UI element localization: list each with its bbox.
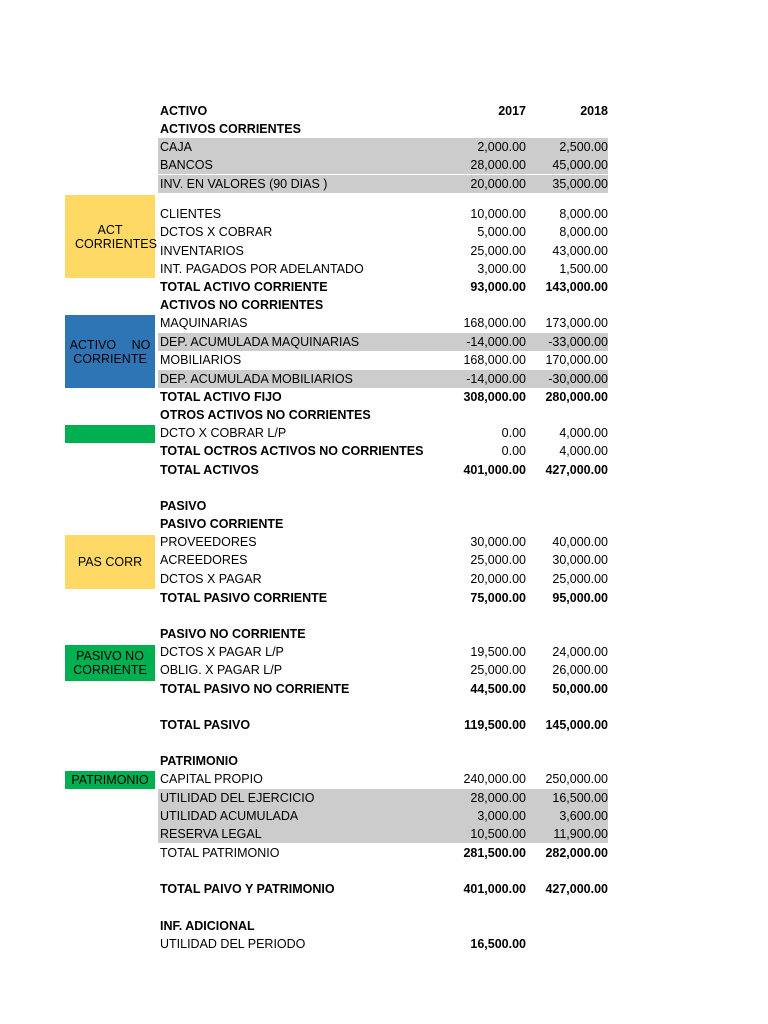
row-value-2018: -30,000.00: [548, 372, 608, 386]
row-label: INVENTARIOS: [160, 244, 244, 258]
row-label: UTILIDAD ACUMULADA: [160, 809, 299, 823]
row-label: DEP. ACUMULADA MOBILIARIOS: [160, 372, 353, 386]
row-value-2017: 2,000.00: [477, 140, 526, 154]
row-label: OTROS ACTIVOS NO CORRIENTES: [160, 408, 371, 422]
table-row: [158, 551, 608, 569]
row-label: TOTAL ACTIVO CORRIENTE: [160, 280, 328, 294]
row-label: TOTAL PASIVO NO CORRIENTE: [160, 682, 350, 696]
row-label: MAQUINARIAS: [160, 316, 248, 330]
header-year-1: 2017: [498, 104, 526, 118]
row-label: TOTAL PASIVO CORRIENTE: [160, 591, 328, 605]
row-value-2017: 75,000.00: [470, 591, 526, 605]
row-value-2017: 5,000.00: [477, 225, 526, 239]
row-value-2018: 40,000.00: [552, 535, 608, 549]
row-value-2017: 401,000.00: [463, 882, 526, 896]
row-value-2018: 280,000.00: [545, 390, 608, 404]
row-value-2018: 26,000.00: [552, 663, 608, 677]
row-value-2018: 8,000.00: [559, 225, 608, 239]
row-value-2018: 173,000.00: [545, 316, 608, 330]
table-row: [158, 314, 608, 332]
row-value-2018: 8,000.00: [559, 207, 608, 221]
row-value-2017: 30,000.00: [470, 535, 526, 549]
row-value-2018: 30,000.00: [552, 553, 608, 567]
row-label: PASIVO NO CORRIENTE: [160, 627, 306, 641]
row-label: DCTOS X PAGAR L/P: [160, 645, 284, 659]
table-row: [158, 789, 608, 807]
row-value-2017: 16,500.00: [470, 937, 526, 951]
row-value-2017: 10,000.00: [470, 207, 526, 221]
row-label: INT. PAGADOS POR ADELANTADO: [160, 262, 364, 276]
table-row: [158, 880, 608, 898]
row-value-2017: 93,000.00: [470, 280, 526, 294]
table-row: [158, 370, 608, 388]
row-value-2017: 44,500.00: [470, 682, 526, 696]
row-label: DCTOS X PAGAR: [160, 572, 262, 586]
table-row: [158, 497, 608, 515]
row-value-2018: 45,000.00: [552, 158, 608, 172]
row-value-2017: 19,500.00: [470, 645, 526, 659]
row-label: UTILIDAD DEL PERIODO: [160, 937, 306, 951]
table-row: [158, 917, 608, 935]
row-value-2017: 10,500.00: [470, 827, 526, 841]
row-label: OBLIG. X PAGAR L/P: [160, 663, 283, 677]
row-value-2018: 1,500.00: [559, 262, 608, 276]
row-label: ACTIVOS NO CORRIENTES: [160, 298, 324, 312]
row-label: CAPITAL PROPIO: [160, 772, 263, 786]
row-value-2018: 145,000.00: [545, 718, 608, 732]
row-value-2018: 2,500.00: [559, 140, 608, 154]
row-label: DEP. ACUMULADA MAQUINARIAS: [160, 335, 360, 349]
tag-activo-no-corriente: [65, 315, 155, 388]
row-value-2018: 11,900.00: [553, 827, 608, 841]
row-value-2018: 170,000.00: [545, 353, 608, 367]
tag-pasivo-no-corriente: [65, 645, 155, 681]
row-label: ACREEDORES: [160, 553, 248, 567]
table-row: [158, 716, 608, 734]
table-row: [158, 680, 608, 698]
table-row: [158, 406, 608, 424]
row-value-2017: 168,000.00: [463, 353, 526, 367]
row-label: PASIVO: [160, 499, 207, 513]
table-row: [158, 260, 608, 278]
table-row: [158, 424, 608, 442]
row-label: CAJA: [160, 140, 192, 154]
row-label: TOTAL ACTIVOS: [160, 463, 259, 477]
row-label: ACTIVOS CORRIENTES: [160, 122, 301, 136]
row-label: PROVEEDORES: [160, 535, 257, 549]
header-row: [158, 102, 608, 120]
row-value-2018: 35,000.00: [552, 177, 608, 191]
table-row: [158, 156, 608, 174]
table-row: [158, 770, 608, 788]
table-row: [158, 351, 608, 369]
table-row: [158, 661, 608, 679]
tag-patrimonio-label: PATRIMONIO: [71, 773, 149, 787]
tag-pasivo-no-corriente-label: PASIVO NO CORRIENTE: [73, 649, 147, 677]
row-label: CLIENTES: [160, 207, 222, 221]
row-value-2017: 281,500.00: [463, 846, 526, 860]
table-row: [158, 625, 608, 643]
row-value-2017: 25,000.00: [470, 553, 526, 567]
row-value-2017: 3,000.00: [477, 262, 526, 276]
row-value-2017: 28,000.00: [470, 158, 526, 172]
row-label: INV. EN VALORES (90 DIAS ): [160, 177, 328, 191]
row-label: TOTAL ACTIVO FIJO: [160, 390, 282, 404]
tag-pas-corr-label: PAS CORR: [77, 555, 143, 569]
row-label: TOTAL PAIVO Y PATRIMONIO: [160, 882, 335, 896]
row-value-2017: 240,000.00: [463, 772, 526, 786]
row-label: MOBILIARIOS: [160, 353, 242, 367]
tag-green-blank: [65, 425, 155, 443]
table-row: [158, 138, 608, 156]
row-label: DCTO X COBRAR L/P: [160, 426, 287, 440]
row-value-2018: 50,000.00: [552, 682, 608, 696]
row-value-2018: 4,000.00: [559, 444, 608, 458]
row-value-2018: 3,600.00: [559, 809, 608, 823]
row-value-2017: 0.00: [501, 426, 526, 440]
row-label: UTILIDAD DEL EJERCICIO: [160, 791, 315, 805]
table-row: [158, 242, 608, 260]
row-value-2017: 3,000.00: [477, 809, 526, 823]
row-value-2017: 119,500.00: [464, 718, 526, 732]
row-value-2017: -14,000.00: [466, 335, 526, 349]
tag-act-corrientes: [65, 195, 155, 278]
table-row: [158, 333, 608, 351]
row-value-2017: 28,000.00: [470, 791, 526, 805]
row-value-2017: 308,000.00: [463, 390, 526, 404]
row-value-2017: 168,000.00: [463, 316, 526, 330]
table-row: [158, 825, 608, 843]
row-value-2018: 143,000.00: [545, 280, 608, 294]
row-label: TOTAL PASIVO: [160, 718, 251, 732]
row-value-2018: 24,000.00: [552, 645, 608, 659]
row-value-2018: 4,000.00: [559, 426, 608, 440]
table-row: [158, 643, 608, 661]
row-value-2018: 43,000.00: [552, 244, 608, 258]
row-value-2018: 25,000.00: [552, 572, 608, 586]
table-row: [158, 844, 608, 862]
table-row: [158, 461, 608, 479]
table-row: [158, 175, 608, 193]
table-row: [158, 442, 608, 460]
row-label: INF. ADICIONAL: [160, 919, 255, 933]
tag-activo-no-corriente-label: ACTIVO NO CORRIENTE: [69, 337, 151, 366]
row-value-2018: 282,000.00: [545, 846, 608, 860]
row-value-2018: -33,000.00: [548, 335, 608, 349]
row-label: PATRIMONIO: [160, 754, 239, 768]
table-row: [158, 752, 608, 770]
row-value-2018: 427,000.00: [545, 882, 608, 896]
row-value-2018: 427,000.00: [545, 463, 608, 477]
header-year-2: 2018: [580, 104, 608, 118]
row-value-2017: 20,000.00: [470, 572, 526, 586]
row-value-2017: -14,000.00: [466, 372, 526, 386]
row-value-2018: 16,500.00: [552, 791, 608, 805]
row-label: RESERVA LEGAL: [160, 827, 262, 841]
tag-pas-corr: [65, 535, 155, 589]
row-label: DCTOS X COBRAR: [160, 225, 273, 239]
table-row: [158, 278, 608, 296]
table-row: [158, 388, 608, 406]
row-value-2018: 250,000.00: [545, 772, 608, 786]
row-value-2017: 20,000.00: [470, 177, 526, 191]
row-value-2017: 25,000.00: [470, 663, 526, 677]
row-value-2018: 95,000.00: [552, 591, 608, 605]
header-title: ACTIVO: [160, 104, 208, 118]
table-row: [158, 589, 608, 607]
row-label: PASIVO CORRIENTE: [160, 517, 284, 531]
table-row: [158, 205, 608, 223]
tag-patrimonio: [65, 771, 155, 789]
table-row: [158, 515, 608, 533]
row-value-2017: 25,000.00: [470, 244, 526, 258]
table-row: [158, 935, 608, 953]
table-row: [158, 223, 608, 241]
table-row: [158, 570, 608, 588]
row-value-2017: 401,000.00: [463, 463, 526, 477]
table-row: [158, 533, 608, 551]
row-label: TOTAL PATRIMONIO: [160, 846, 280, 860]
table-row: [158, 807, 608, 825]
table-row: [158, 296, 608, 314]
row-label: TOTAL OCTROS ACTIVOS NO CORRIENTES: [160, 444, 424, 458]
row-value-2017: 0.00: [501, 444, 526, 458]
table-row: [158, 120, 608, 138]
tag-act-corrientes-label: ACT CORRIENTES: [75, 222, 157, 251]
row-label: BANCOS: [160, 158, 213, 172]
